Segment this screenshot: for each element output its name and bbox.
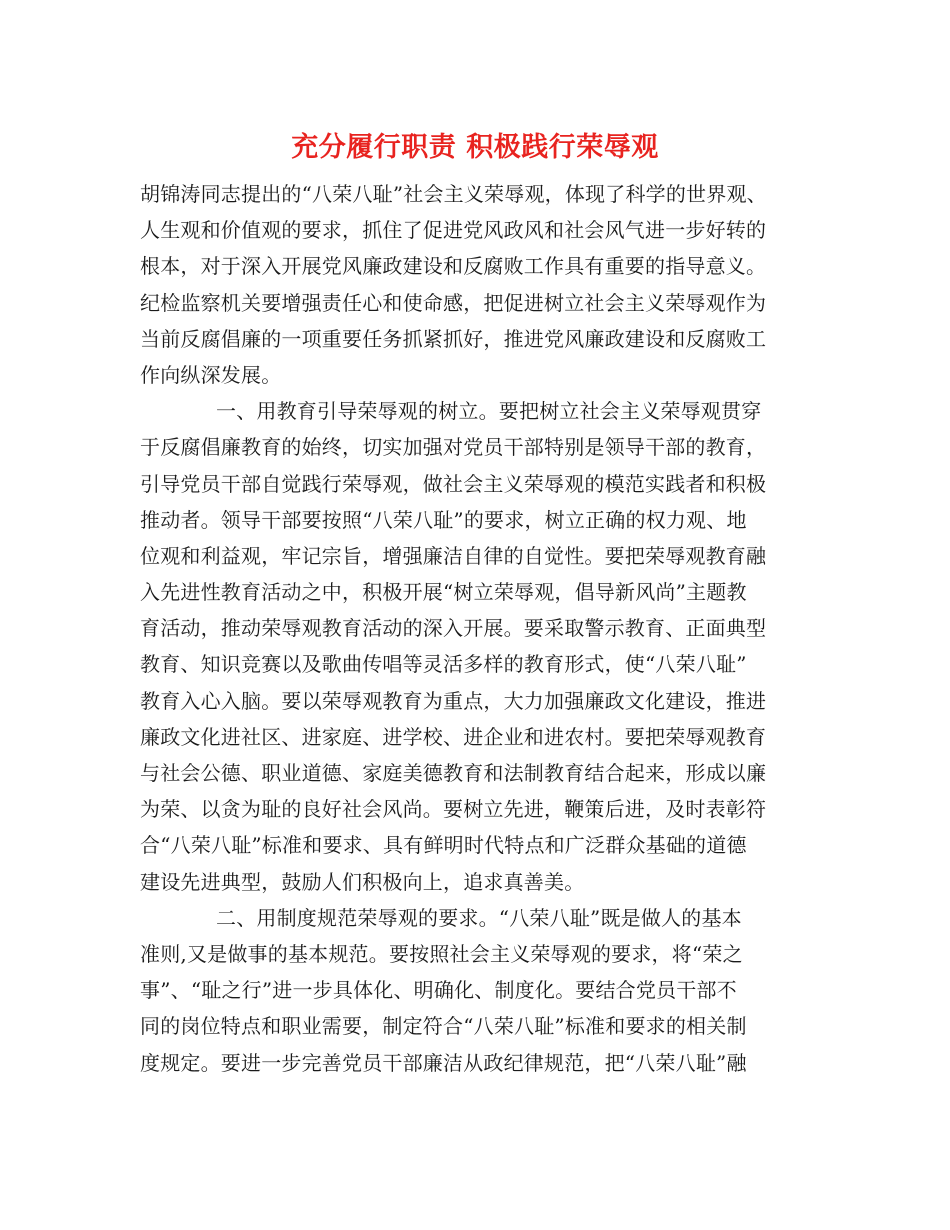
text-line: 于反腐倡廉教育的始终，切实加强对党员干部特别是领导干部的教育， bbox=[140, 435, 767, 460]
text-line: 入先进性教育活动之中，积极开展“树立荣辱观，倡导新风尚”主题教 bbox=[140, 580, 747, 605]
paragraph-section-one bbox=[140, 393, 820, 900]
text-line: 廉政文化进社区、进家庭、进学校、进企业和进农村。要把荣辱观教育 bbox=[140, 724, 767, 749]
text-line: 度规定。要进一步完善党员干部廉洁从政纪律规范，把“八荣八耻”融 bbox=[140, 1050, 747, 1075]
text-line: 教育、知识竞赛以及歌曲传唱等灵活多样的教育形式，使“八荣八耻” bbox=[140, 652, 747, 677]
text-line: 与社会公德、职业道德、家庭美德教育和法制教育结合起来，形成以廉 bbox=[140, 761, 767, 785]
text-line: 引导党员干部自觉践行荣辱观，做社会主义荣辱观的模范实践者和积极 bbox=[140, 471, 767, 496]
text-line: 二、用制度规范荣辱观的要求。“八荣八耻”既是做人的基本 bbox=[216, 905, 742, 930]
text-line: 一、用教育引导荣辱观的树立。要把树立社会主义荣辱观贯穿 bbox=[216, 399, 762, 424]
document-title: 充分履行职责 积极践行荣辱观 bbox=[291, 132, 659, 163]
text-line: 事”、“耻之行”进一步具体化、明确化、制度化。要结合党员干部不 bbox=[140, 978, 737, 1003]
text-line: 人生观和价值观的要求，抓住了促进党风政风和社会风气进一步好转的 bbox=[140, 218, 767, 243]
paragraph-intro bbox=[140, 176, 820, 393]
text-line: 根本，对于深入开展党风廉政建设和反腐败工作具有重要的指导意义。 bbox=[140, 254, 767, 279]
text-line: 合“八荣八耻”标准和要求、具有鲜明时代特点和广泛群众基础的道德 bbox=[140, 833, 747, 858]
text-line: 教育入心入脑。要以荣辱观教育为重点，大力加强廉政文化建设，推进 bbox=[140, 688, 767, 713]
text-line: 为荣、以贪为耻的良好社会风尚。要树立先进，鞭策后进，及时表彰符 bbox=[140, 797, 767, 822]
text-line: 育活动，推动荣辱观教育活动的深入开展。要采取警示教育、正面典型 bbox=[140, 616, 767, 641]
text-line: 准则,又是做事的基本规范。要按照社会主义荣辱观的要求，将“荣之 bbox=[140, 941, 743, 966]
text-line: 胡锦涛同志提出的“八荣八耻”社会主义荣辱观，体现了科学的世界观、 bbox=[140, 182, 767, 206]
document-body bbox=[140, 176, 820, 1081]
text-line: 建设先进典型，鼓励人们积极向上，追求真善美。 bbox=[140, 869, 585, 894]
text-line: 位观和利益观，牢记宗旨，增强廉洁自律的自觉性。要把荣辱观教育融 bbox=[140, 543, 767, 568]
text-line: 同的岗位特点和职业需要，制定符合“八荣八耻”标准和要求的相关制 bbox=[140, 1014, 747, 1039]
text-line: 当前反腐倡廉的一项重要任务抓紧抓好，推进党风廉政建设和反腐败工 bbox=[140, 326, 767, 351]
text-line: 推动者。领导干部要按照“八荣八耻”的要求，树立正确的权力观、地 bbox=[140, 507, 747, 532]
text-line: 作向纵深发展。 bbox=[140, 362, 282, 387]
text-line: 纪检监察机关要增强责任心和使命感，把促进树立社会主义荣辱观作为 bbox=[140, 290, 767, 315]
paragraph-section-two bbox=[140, 900, 820, 1081]
